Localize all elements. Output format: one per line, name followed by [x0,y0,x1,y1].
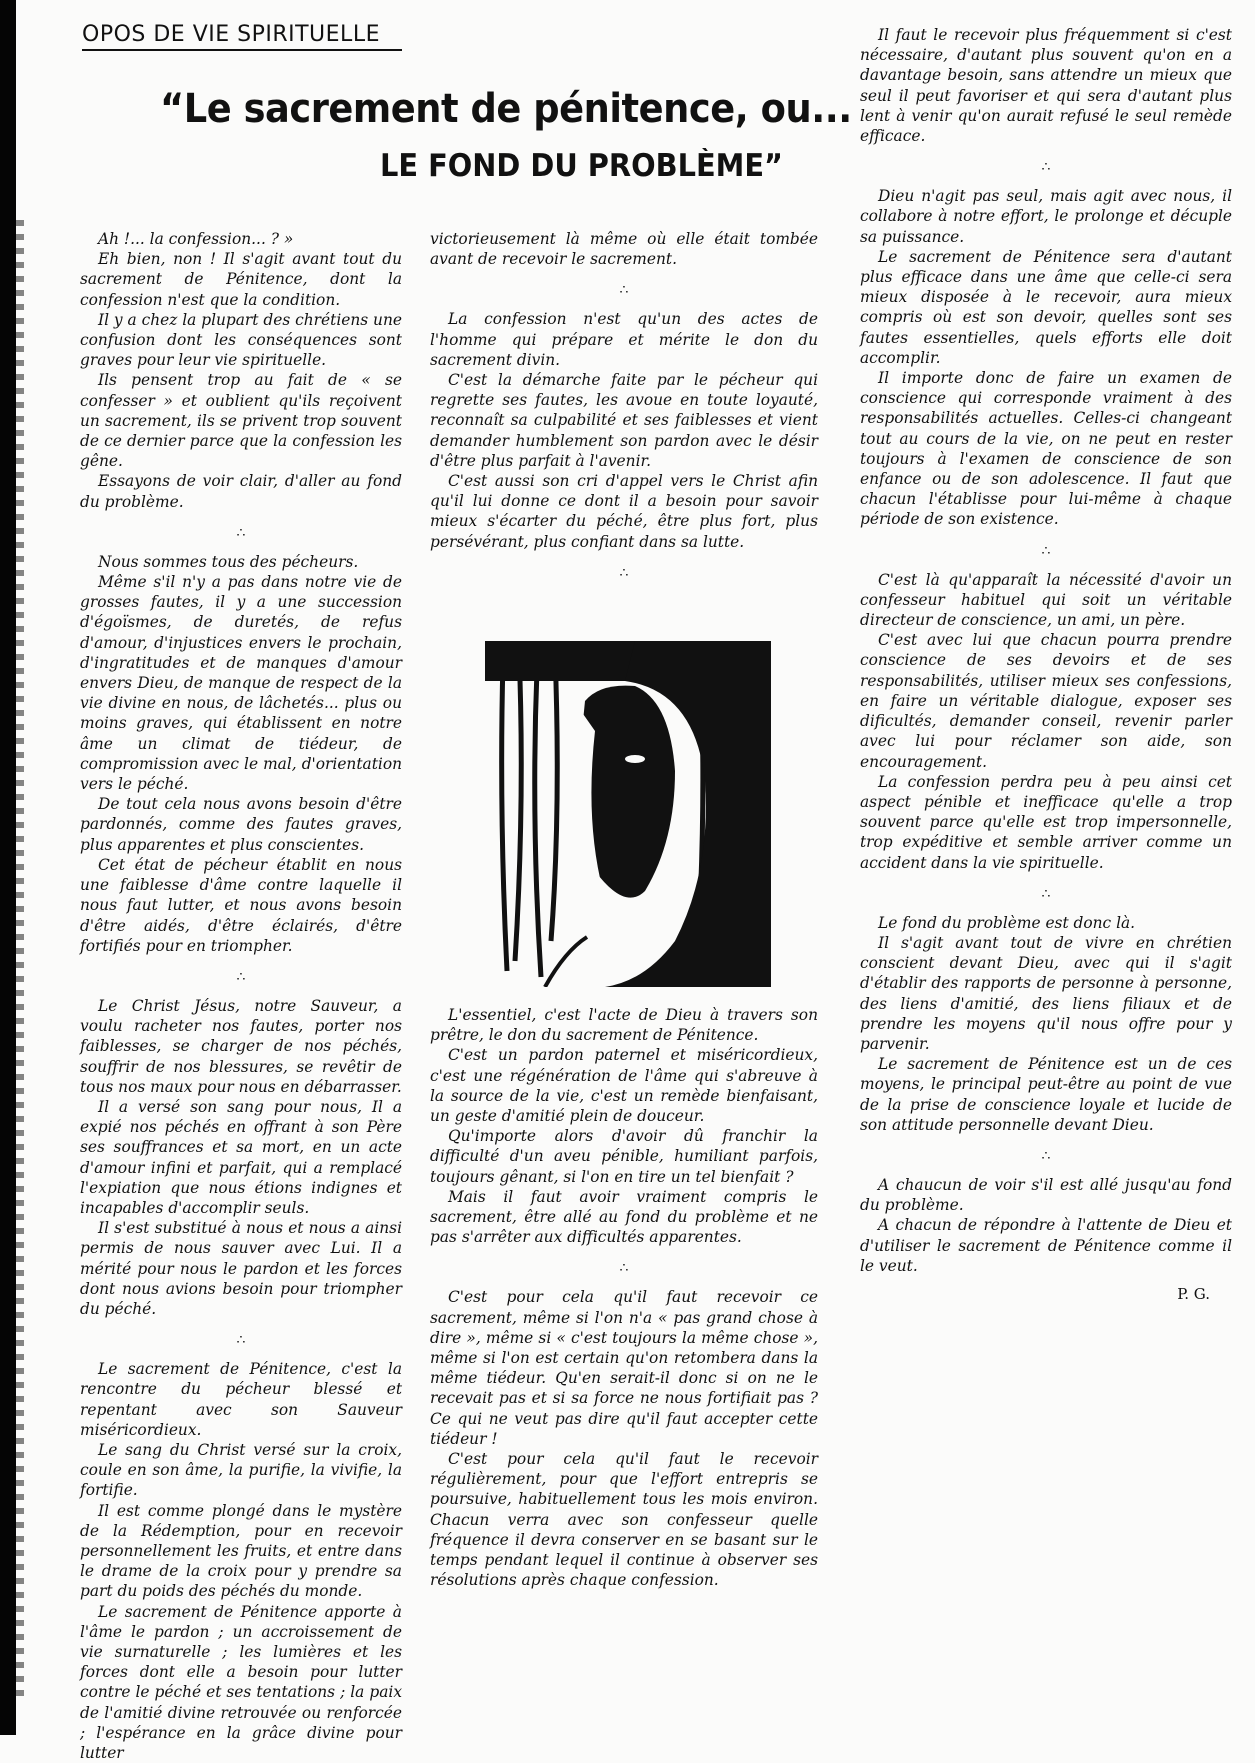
author-signature: P. G. [1177,1284,1210,1303]
paragraph: C'est là qu'apparaît la nécessité d'avoir un confesseur habituel qui soit un véritable directeur de conscience, un ami, un père. [860,570,1232,630]
paragraph: C'est la démarche faite par le pécheur qui regrette ses fautes, les avoue en toute loyauté, reconnaît sa culpabilité et ses faiblesses et vient demander humblement son pardon avec le désir d'être plus parfait à l'avenir. [430,371,818,470]
paragraph: Le sacrement de Pénitence apporte à l'âme le pardon ; un accroissement de vie surnaturelle ; les lumières et les forces dont elle a besoin pour lutter contre le péché et ses tentations ; la paix de l'amitié divine retrouvée ou renforcée ; l'espérance en la grâce divine pour lutter [80,1602,402,1763]
paragraph: Il importe donc de faire un examen de conscience qui corresponde vraiment à des responsabilités actuelles. Celles-ci changeant tout au cours de la vie, on ne peut en rester toujours à l'examen de conscience de son enfance ou de son adolescence. Il faut que chacun l'établisse pour lui-même à chaque période de son existence. [860,369,1232,529]
section-separator: ∴ [1041,885,1051,902]
paragraph: Cet état de pécheur établit en nous une faiblesse d'âme contre laquelle il nous faut lutter, et nous avons besoin d'être aidés, d'être éclairés, d'être fortifiés pour en triompher. [80,855,402,955]
scan-edge-shadow [0,0,16,1735]
section-separator: ∴ [236,968,246,985]
paragraph: Le sacrement de Pénitence est un de ces moyens, le principal peut-être au point de vue de la prise de conscience loyale et lucide de son attitude personnelle devant Dieu. [860,1055,1232,1134]
paragraph: Dieu n'agit pas seul, mais agit avec nous, il collabore à notre effort, le prolonge et décuple sa puissance. [860,187,1232,246]
paragraph: Il a versé son sang pour nous, Il a expié nos péchés en offrant à son Père ses souffrances et sa mort, en un acte d'amour infini et parfait, qui a remplacé l'expiation que nous étions indignes et incapables d'accomplir seuls. [80,1097,402,1217]
paragraph: C'est avec lui que chacun pourra prendre conscience de ses devoirs et de ses responsabilités, utiliser mieux ses confessions, en faire un véritable dialogue, exposer ses dificultés, demander conseil, revenir parler avec lui pour réclamer son aide, son encouragement. [860,631,1232,771]
paragraph: Mais il faut avoir vraiment compris le sacrement, être allé au fond du problème et ne pas s'arrêter aux difficultés apparentes. [430,1187,818,1247]
paragraph: C'est aussi son cri d'appel vers le Christ afin qu'il lui donne ce dont il a besoin pour savoir mieux s'écarter du péché, être plus fort, plus persévérant, plus confiant dans sa lutte. [430,472,818,551]
paragraph: A chacun de répondre à l'attente de Dieu et d'utiliser le sacrement de Pénitence comme il le veut. [860,1216,1232,1275]
paragraph: Essayons de voir clair, d'aller au fond du problème. [80,472,402,511]
paragraph: De tout cela nous avons besoin d'être pardonnés, comme des fautes graves, plus apparentes et plus conscientes. [80,795,402,854]
paragraph: Il est comme plongé dans le mystère de la Rédemption, pour en recevoir personnellement les fruits, et entre dans le drame de la croix pour y prendre sa part du poids des péchés du monde. [80,1501,402,1601]
paragraph: Même s'il n'y a pas dans notre vie de grosses fautes, il y a une succession d'égoïsmes, de duretés, de refus d'amour, d'injustices envers le prochain, d'ingratitudes et de manques d'amour envers Dieu, de manque de respect de la vie divine en nous, de lâchetés... plus ou moins graves, qui établissent en notre âme un climat de tiédeur, de compromission avec le mal, d'orientation vers le péché. [80,573,402,794]
section-separator: ∴ [619,564,629,581]
section-separator: ∴ [236,524,246,541]
paragraph: L'essentiel, c'est l'acte de Dieu à travers son prêtre, le don du sacrement de Pénitence. [430,1006,818,1045]
paragraph: Eh bien, non ! Il s'agit avant tout du sacrement de Pénitence, dont la confession n'est que la condition. [80,250,402,309]
article-title: “Le sacrement de pénitence, ou... [160,86,852,132]
section-separator: ∴ [619,282,629,299]
paragraph: C'est pour cela qu'il faut recevoir ce sacrement, même si l'on n'a « pas grand chose à dire », même si « c'est toujours la même chose », même si l'on est certain qu'on retombera dans la même tiédeur. Qu'en serait-il donc si on ne le recevait pas et si sa force ne nous fortifiait pas ? Ce qui ne veut pas dire qu'il faut accepter cette tiédeur ! [430,1288,818,1448]
paragraph: C'est pour cela qu'il faut le recevoir régulièrement, pour que l'effort entrepris se poursuive, habituellement tous les mois environ. Chacun verra avec son confesseur quelle fréquence il devra conserver en se basant sur le temps pendant lequel il continue à observer ses résolutions après chaque confession. [430,1450,818,1590]
paragraph: Il faut le recevoir plus fréquemment si c'est nécessaire, d'autant plus souvent qu'on en a davantage besoin, sans attendre un mieux que seul il peut favoriser et qui sera d'autant plus lent à venir qu'on aurait refusé le seul remède efficace. [860,26,1232,146]
paragraph: Le sacrement de Pénitence, c'est la rencontre du pécheur blessé et repentant avec son Sauveur miséricordieux. [80,1360,402,1439]
paragraph: Nous sommes tous des pécheurs. [98,552,359,571]
woodcut-illustration [485,641,771,987]
column-2-bottom [430,1005,818,1590]
section-separator: ∴ [619,1260,629,1277]
column-1 [80,229,402,1763]
paragraph: A chaucun de voir s'il est allé jusqu'au fond du problème. [860,1175,1232,1215]
article-subtitle: LE FOND DU PROBLÈME” [380,148,783,184]
paragraph: Il s'est substitué à nous et nous a ainsi permis de nous sauver avec Lui. Il a mérité pour nous le pardon et les forces dont nous avions besoin pour triompher du péché. [80,1219,402,1318]
paragraph: Il s'agit avant tout de vivre en chrétien conscient devant Dieu, avec qui il s'agit d'établir des rapports de personne à personne, des liens d'amitié, des liens filiaux et de prendre les moyens qu'il nous offre pour y parvenir. [860,933,1232,1053]
paragraph: victorieusement là même où elle était tombée avant de recevoir le sacrement. [430,230,818,269]
paragraph: Le sang du Christ versé sur la croix, coule en son âme, la purifie, la vivifie, la fortifie. [80,1440,402,1500]
section-separator: ∴ [1041,1147,1051,1164]
paragraph: C'est un pardon paternel et miséricordieux, c'est une régénération de l'âme qui s'abreuve à la source de la vie, c'est un remède bienfaisant, un geste d'amitié plein de douceur. [430,1046,818,1126]
section-separator: ∴ [236,1332,246,1349]
scan-edge-noise [16,220,24,1700]
section-separator: ∴ [1041,542,1051,559]
rubric-header: OPOS DE VIE SPIRITUELLE [82,22,402,51]
column-3 [860,25,1232,1304]
paragraph: Ils pensent trop au fait de « se confesser » et oublient qu'ils reçoivent un sacrement, ils se privent trop souvent de ce dernier parce que la confession les gêne. [80,371,402,471]
paragraph: Il y a chez la plupart des chrétiens une confusion dont les conséquences sont graves pour leur vie spirituelle. [80,310,402,370]
column-2-top [430,229,818,592]
paragraph: Le sacrement de Pénitence sera d'autant plus efficace dans une âme que celle-ci sera mieux disposée à le recevoir, aura mieux compris où est son devoir, quelles sont ses fautes essentielles, quels efforts elle doit accomplir. [860,247,1232,367]
paragraph: Le fond du problème est donc là. [878,913,1136,932]
paragraph: La confession perdra peu à peu ainsi cet aspect pénible et inefficace qu'elle a trop souvent parce qu'elle est trop impersonnelle, trop expéditive et semble arriver comme un accident dans la vie spirituelle. [860,772,1232,872]
paragraph: La confession n'est qu'un des actes de l'homme qui prépare et mérite le don du sacrement divin. [430,310,818,369]
section-separator: ∴ [1041,159,1051,176]
paragraph: Ah !... la confession... ? » [98,230,294,248]
paragraph: Qu'importe alors d'avoir dû franchir la difficulté d'un aveu pénible, humiliant parfois, toujours gênant, si l'on en tire un tel bienfait ? [430,1127,818,1186]
paragraph: Le Christ Jésus, notre Sauveur, a voulu racheter nos fautes, porter nos faiblesses, se charger de nos péchés, souffrir de nos blessures, se revêtir de tous nos maux pour nous en débarrasser. [80,996,402,1096]
